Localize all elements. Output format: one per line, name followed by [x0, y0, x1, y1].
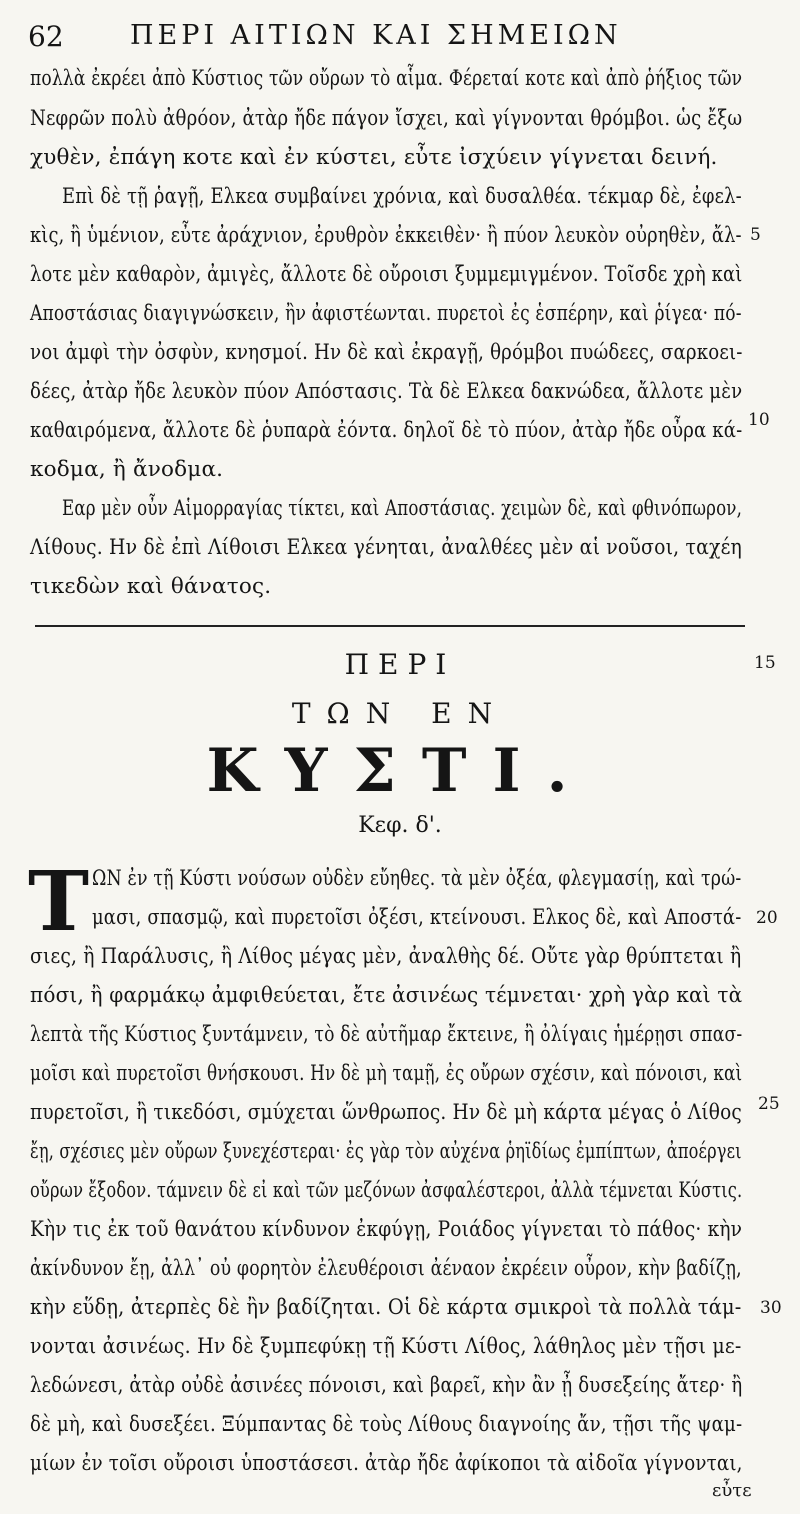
margin-line-number: 30: [760, 1298, 782, 1318]
text-line: μασι, σπασμῷ, καὶ πυρετοῖσι ὀξέσι, κτείνουσι. Ελκος δὲ, καὶ Αποστά-: [92, 905, 742, 930]
page-number: 62: [28, 20, 64, 53]
text-line: Νεφρῶν πολὺ ἀθρόον, ἀτὰρ ἤδε πάγον ἴσχει, καὶ γίγνονται θρόμβοι. ὡς ἔξω: [30, 106, 743, 131]
text-line: νοι ἀμφὶ τὴν ὀσφὺν, κνησμοί. Ην δὲ καὶ ἐκραγῇ, θρόμβοι πυώδεες, σαρκοει-: [30, 340, 743, 365]
text-line: κοδμα, ἢ ἄνοδμα.: [30, 457, 224, 482]
chapter-label: Κεφ. δ'.: [358, 813, 442, 838]
heading-peri: ΠΕΡΙ: [344, 648, 456, 681]
text-line: Κὴν τις ἐκ τοῦ θανάτου κίνδυνον ἐκφύγῃ, Ροιάδος γίγνεται τὸ πάθος· κὴν: [30, 1217, 743, 1242]
text-line: ἔῃ, σχέσιες μὲν οὔρων ξυνεχέστεραι· ἐς γὰρ τὸν αὐχένα ῥηϊδίως ἐμπίπτων, ἀποέργει: [30, 1139, 742, 1164]
text-line: πόσι, ἢ φαρμάκῳ ἀμφιθεύεται, ἔτε ἀσινέως τέμνεται· χρὴ γὰρ καὶ τὰ: [30, 983, 743, 1008]
text-line: καθαιρόμενα, ἄλλοτε δὲ ῥυπαρὰ ἐόντα. δηλοῖ δὲ τὸ πύον, ἀτὰρ ἤδε οὖρα κά-: [30, 418, 743, 443]
text-line: σιες, ἢ Παράλυσις, ἢ Λίθος μέγας μὲν, ἀναλθὴς δέ. Οὔτε γὰρ θρύπτεται ἢ: [30, 944, 742, 969]
heading-ton-en: ΤΩΝ ΕΝ: [291, 697, 509, 730]
text-line: οὔρων ἔξοδον. τάμνειν δὲ εἰ καὶ τῶν μεζόνων ἀσφαλέστεροι, ἀλλὰ τέμνεται Κύστις.: [30, 1178, 743, 1203]
text-line: Επὶ δὲ τῇ ῥαγῇ, Ελκεα συμβαίνει χρόνια, καὶ δυσαλθέα. τέκμαρ δὲ, ἐφελ-: [62, 184, 742, 209]
text-line: μίων ἐν τοῖσι οὔροισι ὑποστάσεσι. ἀτὰρ ἤδε ἀφίκοποι τὰ αἰδοῖα γίγνονται,: [30, 1451, 743, 1476]
margin-line-number: 5: [750, 225, 761, 245]
margin-line-number: 25: [758, 1094, 780, 1114]
text-line: Εαρ μὲν οὖν Αἱμορραγίας τίκτει, καὶ Αποστάσιας. χειμὼν δὲ, καὶ φθινόπωρον,: [62, 496, 743, 521]
margin-line-number: 20: [756, 908, 778, 928]
text-line: δὲ μὴ, καὶ δυσεξέει. Ξύμπαντας δὲ τοὺς Λίθους διαγνοίης ἄν, τῇσι τῆς ψαμ-: [30, 1412, 743, 1437]
text-line: χυθὲν, ἐπάγη κοτε καὶ ἐν κύστει, εὖτε ἰσχύειν γίγνεται δεινή.: [30, 145, 718, 170]
text-line: κὶς, ἢ ὑμένιον, εὖτε ἀράχνιον, ἐρυθρὸν ἐκκειθὲν· ἢ πύον λευκὸν οὐρηθὲν, ἄλ-: [30, 223, 742, 248]
text-line: ΩΝ ἐν τῇ Κύστι νούσων οὐδὲν εὔηθες. τὰ μὲν ὀξέα, φλεγμασίῃ, καὶ τρώ-: [92, 866, 742, 891]
text-line: μοῖσι καὶ πυρετοῖσι θνήσκουσι. Ην δὲ μὴ ταμῇ, ἐς οὔρων σχέσιν, καὶ πόνοισι, καὶ: [30, 1061, 743, 1086]
text-line: τικεδὼν καὶ θάνατος.: [30, 574, 272, 599]
text-line: ἀκίνδυνον ἔῃ, ἀλλ᾽ οὐ φορητὸν ἐλευθέροισι ἀέναον ἐκρέειν οὖρον, κὴν βαδίζῃ,: [30, 1256, 742, 1281]
text-line: λεδώνεσι, ἀτὰρ οὐδὲ ἀσινέες πόνοισι, καὶ βαρεῖ, κὴν ἂν ᾖ δυσεξείης ἄτερ· ἢ: [30, 1373, 743, 1398]
text-line: Λίθους. Ην δὲ ἐπὶ Λίθοισι Ελκεα γένηται, ἀναλθέες μὲν αἱ νοῦσοι, ταχέη: [30, 535, 742, 560]
text-line: κὴν εὕδῃ, ἀτερπὲς δὲ ἢν βαδίζηται. Οἱ δὲ κάρτα σμικροὶ τὰ πολλὰ τάμ-: [30, 1295, 742, 1320]
text-line: Αποστάσιας διαγιγνώσκειν, ἢν ἀφιστέωνται. πυρετοὶ ἐς ἑσπέρην, καὶ ῥίγεα· πό-: [30, 301, 742, 326]
text-line: λοτε μὲν καθαρὸν, ἀμιγὲς, ἄλλοτε δὲ οὔροισι ξυμμεμιγμένον. Τοῖσδε χρὴ καὶ: [30, 262, 743, 287]
margin-line-number: 10: [748, 410, 770, 430]
text-line: νονται ἀσινέως. Ην δὲ ξυμπεφύκῃ τῇ Κύστι Λίθος, λάθηλος μὲν τῇσι με-: [30, 1334, 742, 1359]
text-line: δέες, ἀτὰρ ἤδε λευκὸν πύον Απόστασις. Τὰ δὲ Ελκεα δακνώδεα, ἄλλοτε μὲν: [30, 379, 743, 404]
section-divider: [35, 625, 745, 627]
running-title: ΠΕΡΙ ΑΙΤΙΩΝ ΚΑΙ ΣΗΜΕΙΩΝ: [130, 20, 622, 51]
text-line: πολλὰ ἐκρέει ἀπὸ Κύστιος τῶν οὔρων τὸ αἷμα. Φέρεταί κοτε καὶ ἀπὸ ῥήξιος τῶν: [30, 66, 743, 91]
heading-kysti: ΚΥΣΤΙ.: [206, 736, 594, 806]
text-line: πυρετοῖσι, ἢ τικεδόσι, σμύχεται ὥνθρωπος. Ην δὲ μὴ κάρτα μέγας ὁ Λίθος: [30, 1100, 742, 1125]
text-line: λεπτὰ τῆς Κύστιος ξυντάμνειν, τὸ δὲ αὐτῆμαρ ἔκτεινε, ἢ ὀλίγαις ἡμέρῃσι σπασ-: [30, 1022, 743, 1047]
margin-line-number: 15: [754, 653, 776, 673]
catchword: εὖτε: [712, 1480, 752, 1501]
drop-cap: Τ: [28, 854, 90, 950]
